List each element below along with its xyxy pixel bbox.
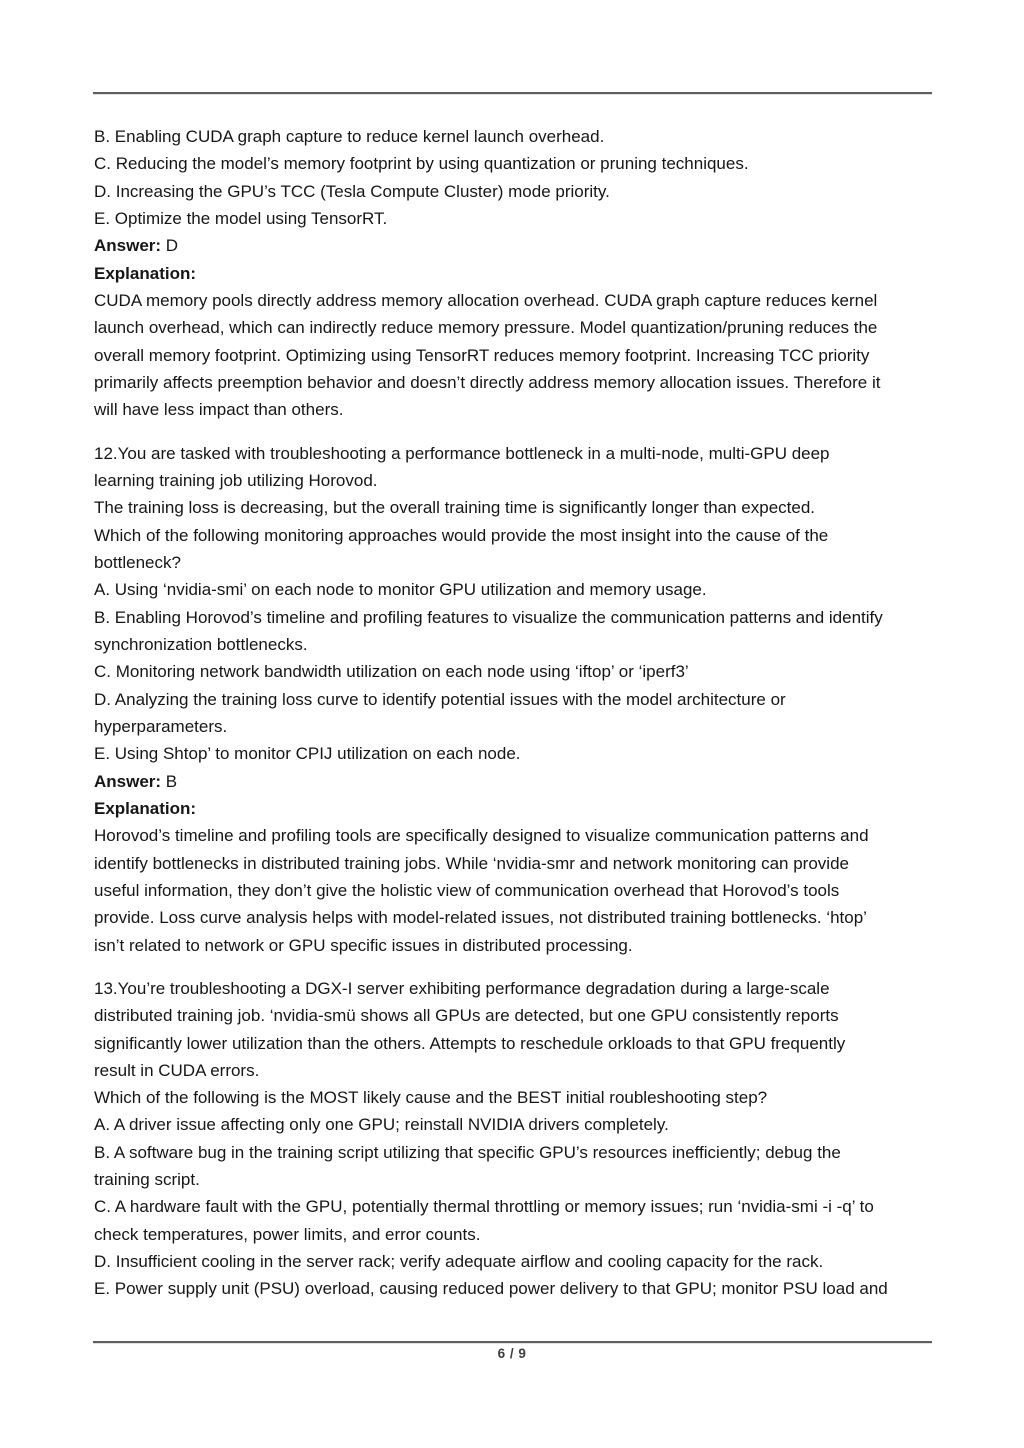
text-line <box>94 1057 940 1084</box>
line-text: B. Enabling CUDA graph capture to reduce kernel launch overhead. <box>94 127 605 146</box>
text-line <box>94 1111 940 1138</box>
line-text: check temperatures, power limits, and error counts. <box>94 1224 481 1244</box>
line-text: will have less impact than others. <box>94 400 344 420</box>
text-line <box>94 232 940 259</box>
line-text: The training loss is decreasing, but the overall training time is significantly longer than expected. <box>94 498 815 518</box>
text-line <box>94 631 940 658</box>
text-line <box>94 205 940 232</box>
line-text: Horovod’s timeline and profiling tools are specifically designed to visualize communication patterns and <box>94 826 869 846</box>
text-line <box>94 1002 940 1029</box>
text-line <box>94 260 940 287</box>
line-text: E. Power supply unit (PSU) overload, causing reduced power delivery to that GPU; monitor PSU load and <box>94 1279 888 1299</box>
line-text: C. A hardware fault with the GPU, potentially thermal throttling or memory issues; run ‘nvidia-smi -i -q’ to <box>94 1197 874 1217</box>
text-line <box>94 369 940 396</box>
text-line <box>94 1166 940 1193</box>
text-line <box>94 822 940 849</box>
line-text: bottleneck? <box>94 552 181 572</box>
text-line <box>94 123 940 150</box>
text-line <box>94 467 940 494</box>
bold-label: Explanation: <box>94 263 197 283</box>
line-text: A. Using ‘nvidia-smi’ on each node to monitor GPU utilization and memory usage. <box>94 580 707 600</box>
text-line <box>94 1084 940 1111</box>
text-line <box>94 1139 940 1166</box>
line-text: synchronization bottlenecks. <box>94 634 308 654</box>
text-line <box>94 658 940 685</box>
line-text: B. A software bug in the training script utilizing that specific GPU’s resources inefficiently; debug the <box>94 1142 841 1162</box>
line-text: B. Enabling Horovod’s timeline and profiling features to visualize the communication patterns and identify <box>94 607 883 627</box>
line-text: primarily affects preemption behavior and doesn’t directly address memory allocation issues. Therefore it <box>94 372 881 392</box>
text-line <box>94 768 940 795</box>
text-line <box>94 396 940 423</box>
text-line <box>94 877 940 904</box>
line-text: E. Using Shtop’ to monitor CPIJ utilization on each node. <box>94 744 521 764</box>
question-11-tail <box>94 123 940 424</box>
line-text: CUDA memory pools directly address memory allocation overhead. CUDA graph capture reduces kernel <box>94 290 878 310</box>
text-line <box>94 604 940 631</box>
text-line <box>94 713 940 740</box>
text-line <box>94 904 940 931</box>
text-line <box>94 1193 940 1220</box>
text-line <box>94 494 940 521</box>
text-line <box>94 795 940 822</box>
question-12 <box>94 440 940 959</box>
text-line <box>94 740 940 767</box>
text-line <box>94 314 940 341</box>
text-line <box>94 1030 940 1057</box>
text-line <box>94 549 940 576</box>
line-text: D. Insufficient cooling in the server rack; verify adequate airflow and cooling capacity for the rack. <box>94 1252 824 1272</box>
line-text: D. Analyzing the training loss curve to identify potential issues with the model architecture or <box>94 689 786 709</box>
line-text: learning training job utilizing Horovod. <box>94 470 378 490</box>
line-text: result in CUDA errors. <box>94 1060 260 1080</box>
line-text: D <box>161 236 179 256</box>
question-13 <box>94 975 940 1303</box>
line-text: B <box>161 771 178 791</box>
bold-label: Answer: <box>94 771 162 791</box>
line-text: launch overhead, which can indirectly reduce memory pressure. Model quantization/pruning reduces the <box>94 318 878 338</box>
line-text: isn’t related to network or GPU specific issues in distributed processing. <box>94 935 633 955</box>
text-line <box>94 850 940 877</box>
line-text: 13.You’re troubleshooting a DGX-I server exhibiting performance degradation during a large-scale <box>94 978 830 998</box>
line-text: overall memory footprint. Optimizing using TensorRT reduces memory footprint. Increasing TCC priority <box>94 345 870 365</box>
text-line <box>94 975 940 1002</box>
bold-label: Answer: <box>94 236 162 256</box>
text-line <box>94 287 940 314</box>
text-line <box>94 1221 940 1248</box>
header-rule <box>93 92 932 94</box>
text-line <box>94 150 940 177</box>
text-line <box>94 342 940 369</box>
line-text: identify bottlenecks in distributed training jobs. While ‘nvidia-smr and network monitoring can provide <box>94 853 849 873</box>
text-line <box>94 178 940 205</box>
line-text: hyperparameters. <box>94 716 228 736</box>
page-number-indicator: 6 / 9 <box>497 1346 527 1361</box>
line-text: significantly lower utilization than the others. Attempts to reschedule orkloads to that GPU frequently <box>94 1033 846 1053</box>
line-text: C. Monitoring network bandwidth utilization on each node using ‘iftop’ or ‘iperf3’ <box>94 662 689 682</box>
line-text: Which of the following monitoring approaches would provide the most insight into the cause of the <box>94 525 829 545</box>
page-content <box>94 123 940 1319</box>
line-text: C. Reducing the model’s memory footprint by using quantization or pruning techniques. <box>94 154 749 174</box>
text-line <box>94 522 940 549</box>
line-text: provide. Loss curve analysis helps with model-related issues, not distributed training bottlenecks. ‘htop’ <box>94 908 867 928</box>
bold-label: Explanation: <box>94 798 197 818</box>
text-line <box>94 576 940 603</box>
text-line <box>94 440 940 467</box>
line-text: training script. <box>94 1170 200 1190</box>
line-text: A. A driver issue affecting only one GPU; reinstall NVIDIA drivers completely. <box>94 1115 669 1135</box>
line-text: 12.You are tasked with troubleshooting a performance bottleneck in a multi-node, multi-GPU deep <box>94 443 830 463</box>
footer-rule <box>93 1341 932 1343</box>
text-line <box>94 932 940 959</box>
text-line <box>94 1248 940 1275</box>
line-text: E. Optimize the model using TensorRT. <box>94 208 388 228</box>
line-text: distributed training job. ‘nvidia-smü shows all GPUs are detected, but one GPU consistently reports <box>94 1006 839 1026</box>
text-line <box>94 686 940 713</box>
line-text: useful information, they don’t give the holistic view of communication overhead that Horovod’s tools <box>94 880 840 900</box>
text-line <box>94 1275 940 1302</box>
line-text: Which of the following is the MOST likely cause and the BEST initial roubleshooting step? <box>94 1088 768 1108</box>
line-text: D. Increasing the GPU’s TCC (Tesla Compute Cluster) mode priority. <box>94 181 610 201</box>
